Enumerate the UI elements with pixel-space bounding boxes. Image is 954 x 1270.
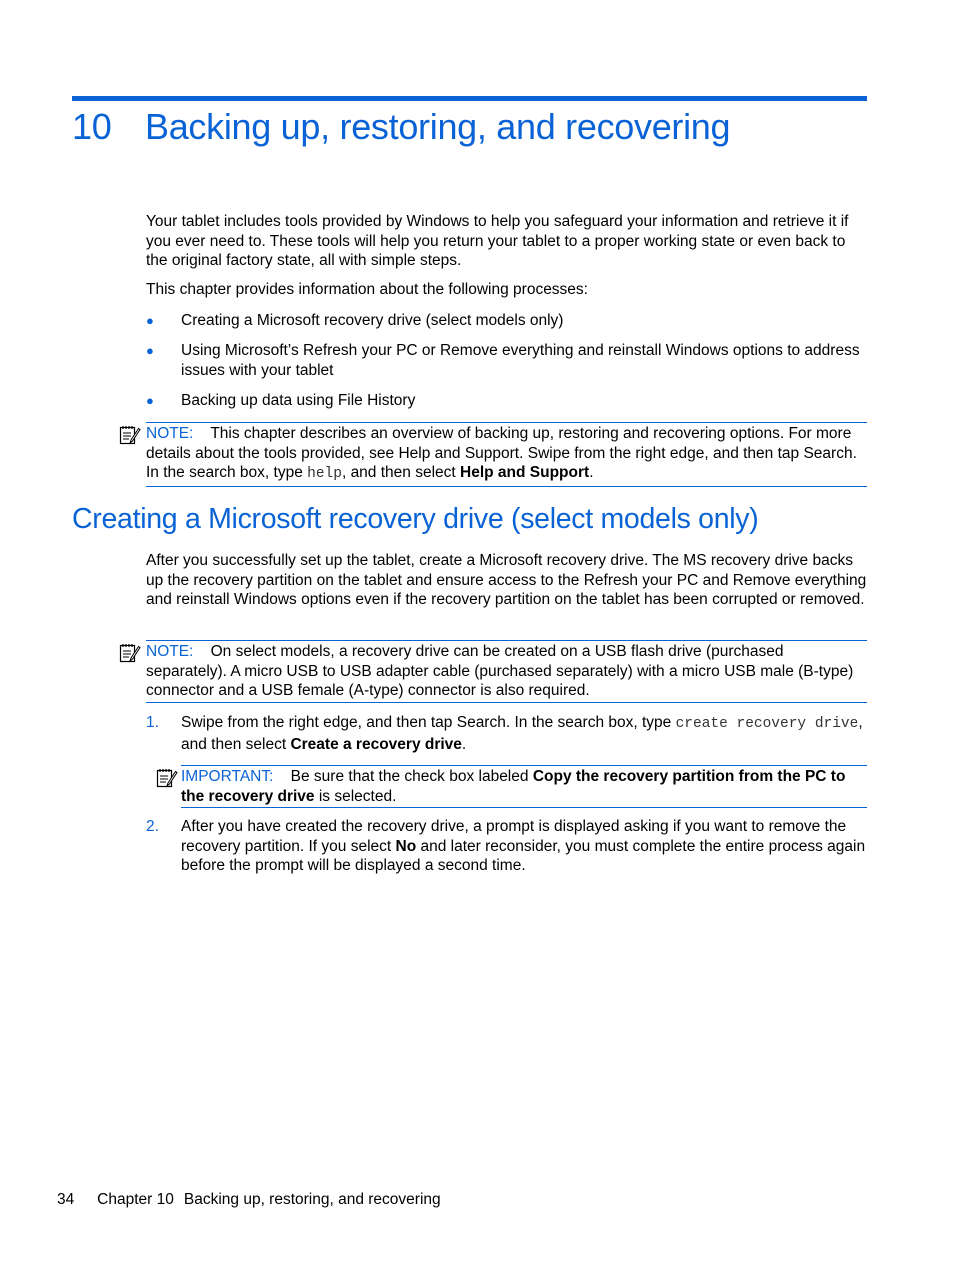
list-item bbox=[146, 341, 868, 380]
list-item-text: Backing up data using File History bbox=[181, 392, 416, 409]
note-pad-icon bbox=[156, 768, 178, 794]
important-text: Be sure that the check box labeled bbox=[290, 768, 529, 785]
step-emphasis: Create a recovery drive bbox=[290, 735, 462, 753]
important-emphasis: Copy the recovery partition from the PC to the recovery drive bbox=[181, 768, 846, 805]
important-box bbox=[181, 765, 867, 808]
note-text: . bbox=[589, 464, 594, 481]
chapter-title bbox=[72, 106, 730, 148]
page-footer bbox=[57, 1191, 451, 1209]
step-text bbox=[181, 713, 868, 754]
step-number: 1. bbox=[146, 714, 159, 731]
chapter-title-text: Backing up, restoring, and recovering bbox=[145, 106, 731, 147]
chapter-number: 10 bbox=[72, 106, 112, 147]
list-item bbox=[146, 817, 868, 876]
step-number: 2. bbox=[146, 818, 159, 835]
important-label: IMPORTANT: bbox=[181, 768, 274, 785]
bullet-dot: ● bbox=[146, 313, 154, 328]
step-text-part: Swipe from the right edge, and then tap Search. In the search box, type bbox=[181, 714, 672, 731]
intro-lead-paragraph: This chapter provides information about the following processes: bbox=[146, 281, 588, 298]
list-item bbox=[146, 713, 868, 754]
note-box bbox=[146, 640, 867, 703]
note-text: , and then select bbox=[341, 464, 456, 481]
footer-title: Backing up, restoring, and recovering bbox=[183, 1191, 441, 1208]
note-text: This chapter describes an overview of backing up, restoring and recovering options. For more details about the tools provided, see Help and Support. Swipe from the right edge, and then tap Search. In the search box, type bbox=[146, 425, 857, 481]
list-item bbox=[146, 311, 868, 331]
footer-chapter: Chapter 10 bbox=[97, 1191, 174, 1208]
note-label: NOTE: bbox=[146, 425, 194, 442]
note-pad-icon bbox=[119, 425, 141, 451]
step-code: create recovery drive bbox=[675, 716, 859, 732]
page-number: 34 bbox=[57, 1191, 75, 1208]
section-paragraph: After you successfully set up the tablet, create a Microsoft recovery drive. The MS recovery drive backs up the recovery partition on the tablet and ensure access to the Refresh your PC and Remove everything and reinstall Windows options even if the recovery partition on the tablet has been corrupted or removed. bbox=[146, 552, 867, 608]
important-text: is selected. bbox=[318, 787, 397, 805]
list-item-text: Using Microsoft’s Refresh your PC or Remove everything and reinstall Windows options to address issues with your tablet bbox=[181, 342, 860, 379]
note-label: NOTE: bbox=[146, 643, 194, 660]
intro-paragraph: Your tablet includes tools provided by Windows to help you safeguard your information and retrieve it if you ever need to. These tools will help you return your tablet to a proper working state or even back to the original factory state, all with simple steps. bbox=[146, 213, 849, 269]
note-code: help bbox=[307, 466, 342, 482]
step-text-part: . bbox=[461, 735, 467, 753]
step-text-part: and later reconsider, you must complete the entire process again before the prompt will be displayed a second time. bbox=[181, 837, 866, 874]
bullet-dot: ● bbox=[146, 393, 154, 408]
note-emphasis: Help and Support bbox=[460, 464, 590, 481]
note-box bbox=[146, 422, 867, 487]
section-title: Creating a Microsoft recovery drive (select models only) bbox=[72, 503, 759, 535]
note-text: On select models, a recovery drive can be created on a USB flash drive (purchased separately). A micro USB to USB adapter cable (purchased separately) with a micro USB male (B-type) connector and a USB female (A-type) connector is also required. bbox=[146, 643, 854, 699]
list-item-text: Creating a Microsoft recovery drive (select models only) bbox=[181, 312, 564, 329]
list-item bbox=[146, 391, 868, 411]
chapter-top-rule bbox=[72, 96, 867, 101]
step-emphasis: No bbox=[395, 837, 417, 855]
bullet-dot: ● bbox=[146, 343, 154, 358]
note-pad-icon bbox=[119, 643, 141, 669]
step-text bbox=[181, 817, 868, 876]
step-text-part: After you have created the recovery drive, a prompt is displayed asking if you want to remove the recovery partition. If you select bbox=[181, 818, 847, 855]
step-text-part: , and then select bbox=[181, 714, 863, 753]
